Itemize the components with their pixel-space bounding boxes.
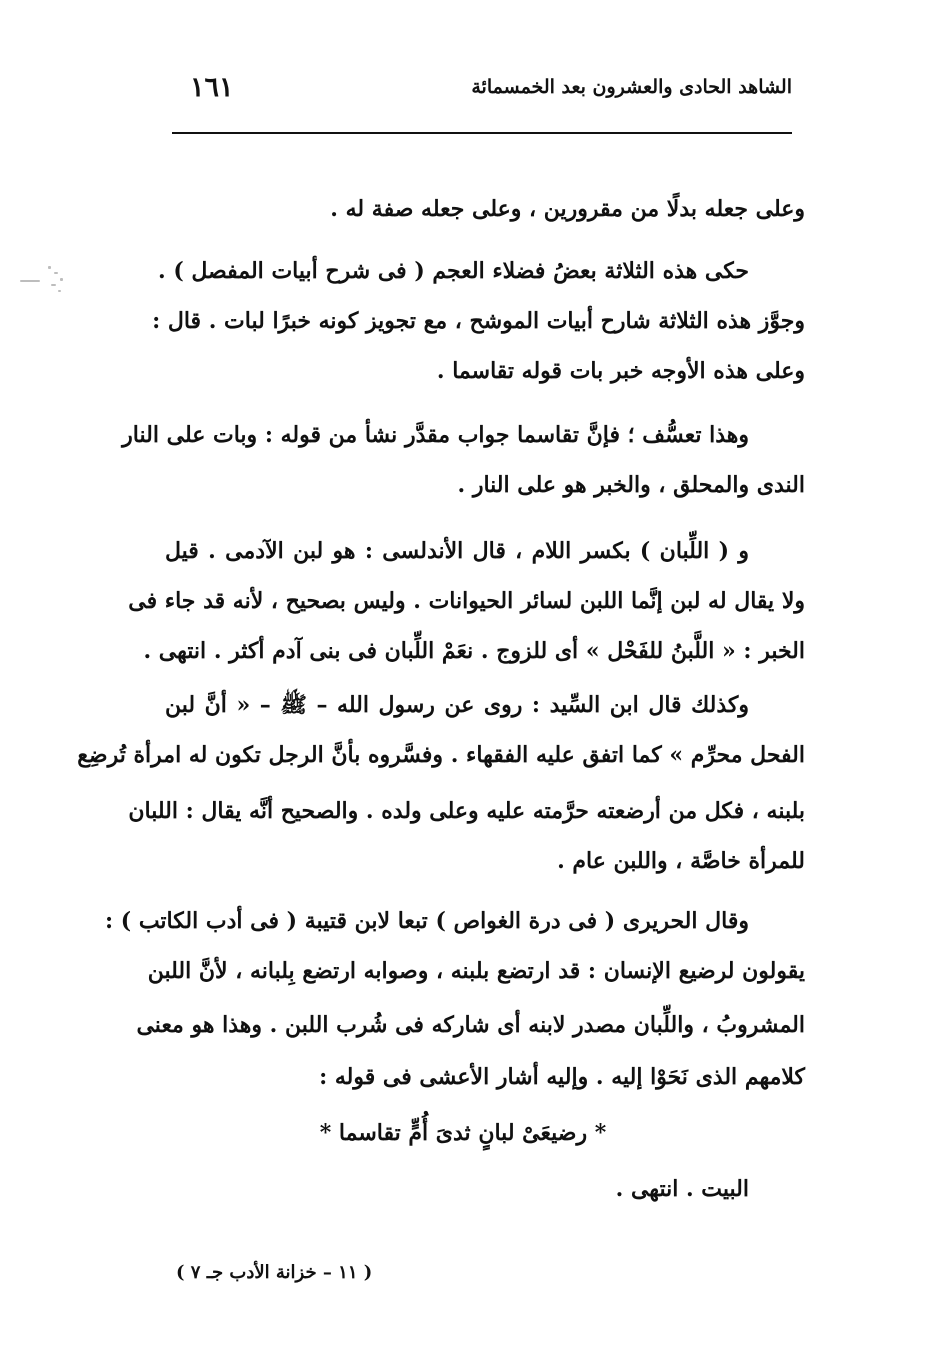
closing-line: البيت . انتهى . <box>615 1176 749 1202</box>
page-number: ١٦١ <box>190 72 234 103</box>
text-line: للمرأة خاصَّة ، واللبن عام . <box>557 848 805 874</box>
text-line: وكذلك قال ابن السِّيد : روى عن رسول الله – ﷺ – « أنَّ لبن <box>165 692 749 718</box>
text-line: و ( اللِّبان ) بكسر اللام ، قال الأندلسى : هو لبن الآدمى . قيل <box>165 538 749 564</box>
chapter-title: الشاهد الحادى والعشرون بعد الخمسمائة <box>471 76 792 98</box>
text-line: وقال الحريرى ( فى درة الغواص ) تبعا لابن قتيبة ( فى أدب الكاتب ) : <box>104 908 749 934</box>
margin-smudge <box>18 262 78 302</box>
text-line: وعلى جعله بدلًا من مقرورين ، وعلى جعله صفة له . <box>330 196 805 222</box>
text-line: وهذا تعسُّف ؛ فإنَّ تقاسما جواب مقدَّر نشأ من قوله : وبات على النار <box>122 422 749 448</box>
text-line: بلبنه ، فكل من أرضعته حرَّمته عليه وعلى ولده . والصحيح أنَّه يقال : اللبان <box>128 798 805 824</box>
running-header <box>168 74 792 114</box>
text-line: المشروبُ ، واللِّبان مصدر لابنه أى شاركه فى شُرب اللبن . وهذا هو معنى <box>136 1012 805 1038</box>
text-line: كلامهم الذى نَحَوْا إليه . وإليه أشار الأعشى فى قوله : <box>319 1064 805 1090</box>
text-line: يقولون لرضيع الإنسان : قد ارتضع بلبنه ، وصوابه ارتضع بِلبانه ، لأنَّ اللبن <box>147 958 805 984</box>
text-line: وعلى هذه الأوجه خبر بات قوله تقاسما . <box>436 358 805 384</box>
header-divider <box>172 132 792 134</box>
text-line: حكى هذه الثلاثة بعضُ فضلاء العجم ( فى شرح أبيات المفصل ) . <box>158 258 749 284</box>
signature-mark: ( ١١ – خزانة الأدب جـ ٧ ) <box>176 1262 373 1283</box>
verse-line: * رضيعَىْ لبانٍ ثدىَ أُمٍّ تقاسما * <box>319 1120 607 1146</box>
text-line: وجوَّز هذه الثلاثة شارح أبيات الموشح ، مع تجويز كونه خبرًا لبات . قال : <box>152 308 805 334</box>
text-line: الخبر : « اللَّبنُ للفَحْل » أى للزوج . نعَمْ اللِّبان فى بنى آدم أكثر . انتهى . <box>143 638 805 664</box>
text-line: ولا يقال له لبن إنَّما اللبن لسائر الحيوانات . وليس بصحيح ، لأنه قد جاء فى <box>128 588 805 614</box>
text-line: الفحل محرِّم » كما اتفق عليه الفقهاء . وفسَّروه بأنَّ الرجل تكون له امرأة تُرضِع <box>77 742 805 768</box>
text-line: الندى والمحلق ، والخبر هو على النار . <box>457 472 805 498</box>
